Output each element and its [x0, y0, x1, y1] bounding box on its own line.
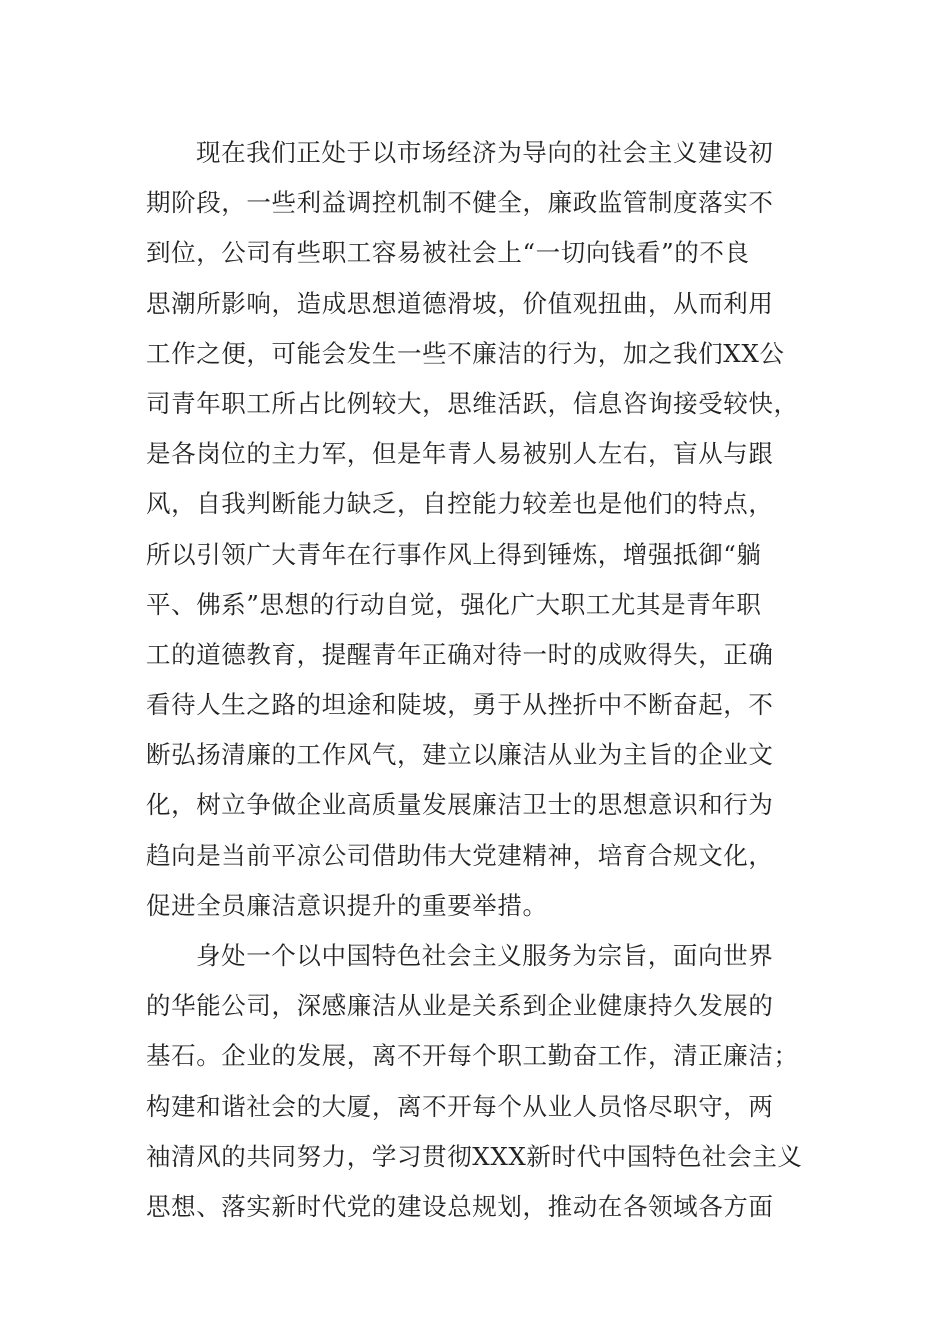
paragraph-2-line-3: 基石。企业的发展，离不开每个职工勤奋工作，清正廉洁； [146, 1041, 799, 1071]
paragraph-1-line-6: 司青年职工所占比例较大，思维活跃，信息咨询接受较快， [146, 388, 799, 418]
paragraph-1-line-4: 思潮所影响，造成思想道德滑坡，价值观扭曲，从而利用 [146, 288, 774, 318]
paragraph-1-line-13: 断弘扬清廉的工作风气，建立以廉洁从业为主旨的企业文 [146, 740, 774, 770]
paragraph-1-line-10: 平、佛系”思想的行动自觉，强化广大职工尤其是青年职 [146, 589, 762, 619]
paragraph-1-line-3: 到位，公司有些职工容易被社会上“一切向钱看”的不良 [146, 238, 750, 268]
paragraph-2-line-2: 的华能公司，深感廉洁从业是关系到企业健康持久发展的 [146, 991, 774, 1021]
paragraph-2-line-6: 思想、落实新时代党的建设总规划，推动在各领域各方面 [146, 1191, 774, 1221]
paragraph-1-line-1: 现在我们正处于以市场经济为导向的社会主义建设初 [196, 138, 774, 167]
paragraph-1-line-15: 趋向是当前平凉公司借助伟大党建精神，培育合规文化， [146, 840, 774, 870]
paragraph-2-line-1: 身处一个以中国特色社会主义服务为宗旨，面向世界 [196, 941, 774, 970]
paragraph-2-line-5: 袖清风的共同努力，学习贯彻XXX新时代中国特色社会主义 [146, 1141, 803, 1171]
paragraph-1-line-2: 期阶段，一些利益调控机制不健全，廉政监管制度落实不 [146, 188, 774, 218]
paragraph-1-line-11: 工的道德教育，提醒青年正确对待一时的成败得失，正确 [146, 639, 774, 669]
body-text [146, 128, 806, 1232]
paragraph-1-line-12: 看待人生之路的坦途和陡坡，勇于从挫折中不断奋起，不 [146, 690, 774, 720]
paragraph-2-line-4: 构建和谐社会的大厦，离不开每个从业人员恪尽职守，两 [146, 1091, 774, 1121]
paragraph-1-line-9: 所以引领广大青年在行事作风上得到锤炼，增强抵御“躺 [146, 539, 762, 569]
paragraph-1-line-5: 工作之便，可能会发生一些不廉洁的行为，加之我们XX公 [146, 338, 785, 368]
paragraph-1-line-7: 是各岗位的主力军，但是年青人易被别人左右，盲从与跟 [146, 439, 774, 469]
paragraph-1-line-16: 促进全员廉洁意识提升的重要举措。 [146, 890, 548, 920]
paragraph-1-line-14: 化，树立争做企业高质量发展廉洁卫士的思想意识和行为 [146, 790, 774, 820]
paragraph-1-line-8: 风，自我判断能力缺乏，自控能力较差也是他们的特点， [146, 489, 774, 519]
